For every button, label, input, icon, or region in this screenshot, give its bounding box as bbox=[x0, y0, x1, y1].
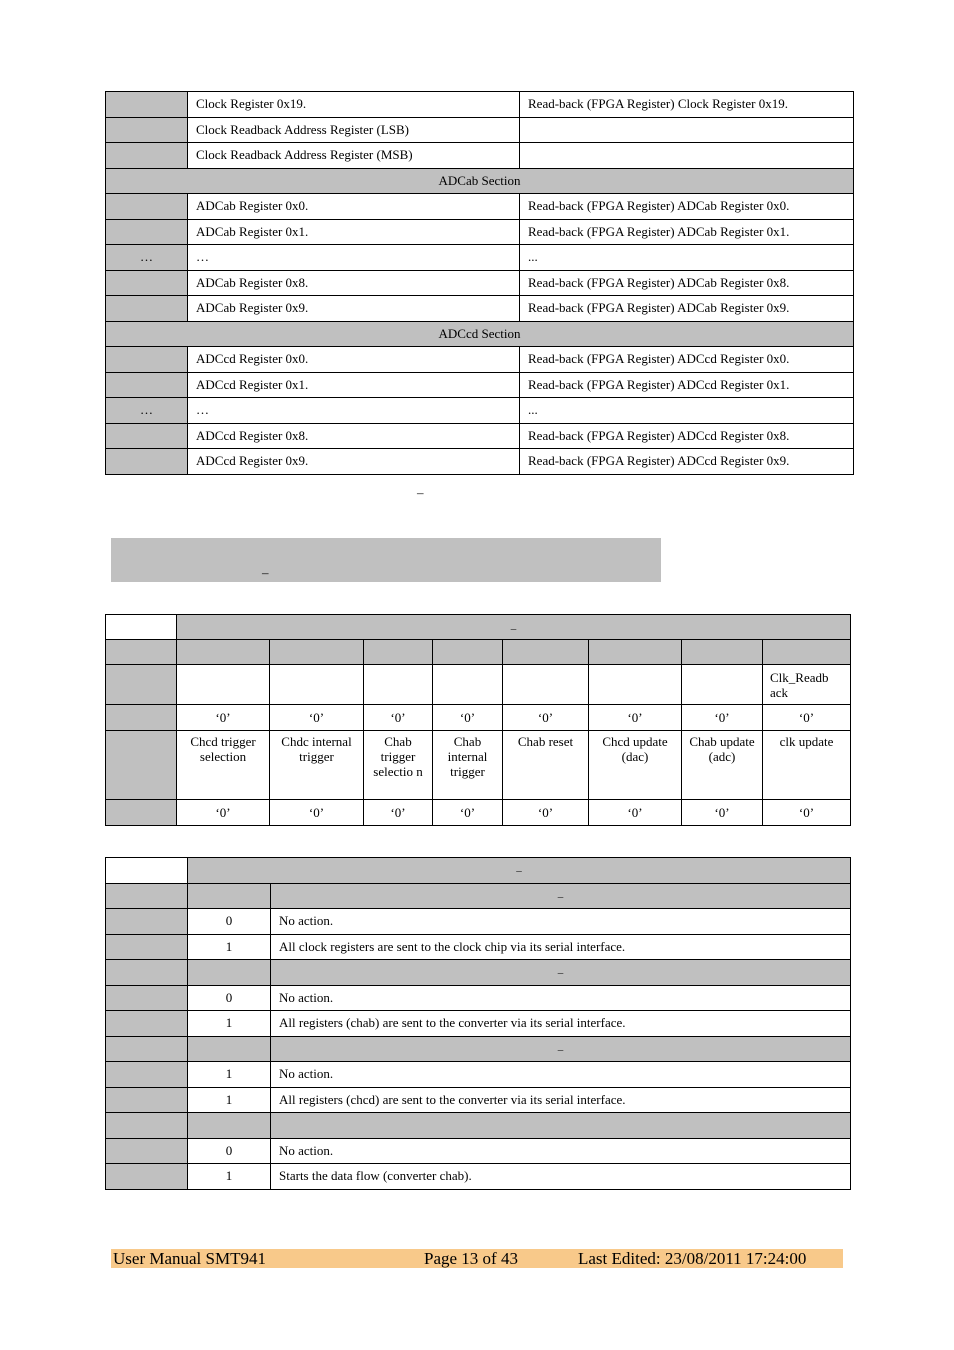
table-row bbox=[106, 1011, 851, 1037]
register-readback-cell: Read-back (FPGA Register) ADCab Register 0x0. bbox=[520, 194, 854, 220]
table-row bbox=[106, 449, 854, 475]
register-description-cell: … bbox=[188, 245, 520, 271]
setting-label-cell bbox=[188, 883, 271, 909]
section-title-adcab: ADCab Section bbox=[106, 168, 854, 194]
setting-description-cell: All registers (chab) are sent to the converter via its serial interface. bbox=[271, 1011, 851, 1037]
header-corner-cell bbox=[106, 615, 177, 640]
group-header-row bbox=[106, 1113, 851, 1139]
row-label-cell bbox=[106, 640, 177, 665]
bit-name-cell: Chab update (adc) bbox=[682, 731, 763, 800]
register-index-cell bbox=[106, 347, 188, 373]
table-row bbox=[106, 372, 854, 398]
table-row bbox=[106, 1138, 851, 1164]
group-title-cell bbox=[271, 883, 851, 909]
group-title-text: – bbox=[557, 967, 564, 980]
default-value-cell: ‘0’ bbox=[364, 800, 433, 826]
table-row bbox=[106, 270, 854, 296]
bit-name-cell: Chab internal trigger bbox=[433, 731, 503, 800]
default-value-cell: ‘0’ bbox=[682, 800, 763, 826]
section-title-adccd: ADCcd Section bbox=[106, 321, 854, 347]
group-header-row bbox=[106, 960, 851, 986]
table-row bbox=[106, 934, 851, 960]
bit-label-cell bbox=[106, 934, 188, 960]
table-row bbox=[106, 858, 851, 884]
register-index-cell bbox=[106, 194, 188, 220]
bit-name-cell bbox=[177, 665, 270, 705]
header-corner-cell bbox=[106, 858, 188, 884]
default-value-cell: ‘0’ bbox=[503, 705, 589, 731]
bit-name-cell: Chcd trigger selection bbox=[177, 731, 270, 800]
bit-number-cell bbox=[503, 640, 589, 665]
group-header-row bbox=[106, 883, 851, 909]
bit-description-table bbox=[105, 857, 851, 1190]
register-description-cell: ADCcd Register 0x9. bbox=[188, 449, 520, 475]
bit-name-cell: Chcd update (dac) bbox=[589, 731, 682, 800]
default-value-cell: ‘0’ bbox=[177, 705, 270, 731]
table-row bbox=[106, 909, 851, 935]
setting-value-cell: 1 bbox=[188, 1087, 271, 1113]
register-index-cell bbox=[106, 423, 188, 449]
table-row bbox=[106, 398, 854, 424]
table-row bbox=[106, 245, 854, 271]
bit-name-cell: Chab reset bbox=[503, 731, 589, 800]
bit-name-cell bbox=[682, 665, 763, 705]
register-readback-cell: Read-back (FPGA Register) ADCab Register 0x1. bbox=[520, 219, 854, 245]
setting-value-cell: 1 bbox=[188, 1011, 271, 1037]
footer-page-number: Page 13 of 43 bbox=[424, 1249, 518, 1268]
section-header-row bbox=[106, 321, 854, 347]
bit-label-cell bbox=[106, 1138, 188, 1164]
register-readback-cell bbox=[520, 117, 854, 143]
register-index-cell bbox=[106, 270, 188, 296]
register-readback-cell: Read-back (FPGA Register) ADCab Register 0x9. bbox=[520, 296, 854, 322]
section-header-row bbox=[106, 168, 854, 194]
bit-label-cell bbox=[106, 1036, 188, 1062]
bit-number-cell bbox=[177, 640, 270, 665]
group-title-cell bbox=[271, 1113, 851, 1139]
register-index-cell bbox=[106, 372, 188, 398]
default-value-cell: ‘0’ bbox=[270, 800, 364, 826]
table-row bbox=[106, 1164, 851, 1190]
table-row bbox=[106, 92, 854, 118]
default-value-cell: ‘0’ bbox=[270, 705, 364, 731]
row-label-cell bbox=[106, 731, 177, 800]
section-heading-text: – bbox=[262, 565, 269, 580]
group-title-cell bbox=[271, 1036, 851, 1062]
register-title-cell bbox=[188, 858, 851, 884]
bit-number-cell bbox=[270, 640, 364, 665]
default-value-cell: ‘0’ bbox=[433, 705, 503, 731]
table-row bbox=[106, 1062, 851, 1088]
register-index-cell bbox=[106, 219, 188, 245]
table-row bbox=[106, 800, 851, 826]
register-index-cell bbox=[106, 296, 188, 322]
bit-label-cell bbox=[106, 1062, 188, 1088]
setting-value-cell: 1 bbox=[188, 1164, 271, 1190]
table-row bbox=[106, 117, 854, 143]
register-description-cell: ADCcd Register 0x8. bbox=[188, 423, 520, 449]
register-description-cell: ADCcd Register 0x0. bbox=[188, 347, 520, 373]
footer-document-title: User Manual SMT941 bbox=[113, 1249, 266, 1268]
bit-number-cell bbox=[763, 640, 851, 665]
bit-name-cell bbox=[503, 665, 589, 705]
table-row bbox=[106, 219, 854, 245]
register-readback-cell: ... bbox=[520, 245, 854, 271]
row-label-cell bbox=[106, 800, 177, 826]
table-row bbox=[106, 296, 854, 322]
table-row bbox=[106, 985, 851, 1011]
register-readback-cell bbox=[520, 143, 854, 169]
register-title-cell bbox=[177, 615, 851, 640]
table-row bbox=[106, 615, 851, 640]
register-description-cell: ADCab Register 0x8. bbox=[188, 270, 520, 296]
bit-label-cell bbox=[106, 883, 188, 909]
setting-description-cell: Starts the data flow (converter chab). bbox=[271, 1164, 851, 1190]
footer-last-edited: Last Edited: 23/08/2011 17:24:00 bbox=[578, 1249, 807, 1268]
setting-label-cell bbox=[188, 1036, 271, 1062]
bit-name-cell: Chab trigger selectio n bbox=[364, 731, 433, 800]
register-readback-cell: Read-back (FPGA Register) Clock Register 0x19. bbox=[520, 92, 854, 118]
register-index-cell bbox=[106, 92, 188, 118]
register-readback-cell: Read-back (FPGA Register) ADCcd Register 0x1. bbox=[520, 372, 854, 398]
setting-description-cell: All registers (chcd) are sent to the converter via its serial interface. bbox=[271, 1087, 851, 1113]
bit-name-cell: clk update bbox=[763, 731, 851, 800]
setting-value-cell: 0 bbox=[188, 1138, 271, 1164]
row-label-cell bbox=[106, 665, 177, 705]
default-value-cell: ‘0’ bbox=[589, 800, 682, 826]
register-description-cell: ADCab Register 0x1. bbox=[188, 219, 520, 245]
bit-label-cell bbox=[106, 1113, 188, 1139]
default-value-cell: ‘0’ bbox=[763, 705, 851, 731]
bit-label-cell bbox=[106, 1164, 188, 1190]
default-value-cell: ‘0’ bbox=[763, 800, 851, 826]
register-readback-cell: Read-back (FPGA Register) ADCcd Register 0x9. bbox=[520, 449, 854, 475]
table-row bbox=[106, 423, 854, 449]
register-readback-cell: Read-back (FPGA Register) ADCcd Register 0x8. bbox=[520, 423, 854, 449]
setting-value-cell: 0 bbox=[188, 985, 271, 1011]
bit-number-cell bbox=[589, 640, 682, 665]
register-description-cell: … bbox=[188, 398, 520, 424]
register-description-cell: ADCcd Register 0x1. bbox=[188, 372, 520, 398]
table-row bbox=[106, 640, 851, 665]
setting-description-cell: No action. bbox=[271, 1062, 851, 1088]
table-row bbox=[106, 705, 851, 731]
register-title-text: – bbox=[510, 622, 517, 635]
bit-label-cell bbox=[106, 985, 188, 1011]
setting-value-cell: 1 bbox=[188, 934, 271, 960]
table-row bbox=[106, 665, 851, 705]
register-description-cell: Clock Readback Address Register (MSB) bbox=[188, 143, 520, 169]
table-row bbox=[106, 1087, 851, 1113]
row-label-cell bbox=[106, 705, 177, 731]
table-row bbox=[106, 731, 851, 800]
bit-layout-table bbox=[105, 614, 851, 826]
default-value-cell: ‘0’ bbox=[433, 800, 503, 826]
setting-description-cell: All clock registers are sent to the clock chip via its serial interface. bbox=[271, 934, 851, 960]
bit-label-cell bbox=[106, 1011, 188, 1037]
register-index-cell bbox=[106, 117, 188, 143]
default-value-cell: ‘0’ bbox=[503, 800, 589, 826]
bit-name-cell bbox=[364, 665, 433, 705]
register-map-table bbox=[105, 91, 854, 475]
page-footer bbox=[111, 1249, 843, 1268]
group-title-text: – bbox=[557, 1043, 564, 1056]
bit-name-cell bbox=[589, 665, 682, 705]
section-heading-box bbox=[111, 538, 661, 582]
table-row bbox=[106, 347, 854, 373]
group-title-text: – bbox=[557, 890, 564, 903]
table-caption: – bbox=[417, 485, 424, 500]
register-description-cell: ADCab Register 0x9. bbox=[188, 296, 520, 322]
setting-value-cell: 1 bbox=[188, 1062, 271, 1088]
register-readback-cell: Read-back (FPGA Register) ADCcd Register 0x0. bbox=[520, 347, 854, 373]
bit-label-cell bbox=[106, 960, 188, 986]
setting-description-cell: No action. bbox=[271, 1138, 851, 1164]
bit-name-cell: Clk_Readb ack bbox=[763, 665, 851, 705]
register-index-cell: … bbox=[106, 398, 188, 424]
register-index-cell bbox=[106, 143, 188, 169]
bit-number-cell bbox=[433, 640, 503, 665]
bit-name-cell: Chdc internal trigger bbox=[270, 731, 364, 800]
table-row bbox=[106, 143, 854, 169]
register-index-cell: … bbox=[106, 245, 188, 271]
default-value-cell: ‘0’ bbox=[177, 800, 270, 826]
bit-name-cell bbox=[270, 665, 364, 705]
register-description-cell: ADCab Register 0x0. bbox=[188, 194, 520, 220]
bit-label-cell bbox=[106, 1087, 188, 1113]
setting-value-cell: 0 bbox=[188, 909, 271, 935]
bit-number-cell bbox=[364, 640, 433, 665]
bit-label-cell bbox=[106, 909, 188, 935]
register-index-cell bbox=[106, 449, 188, 475]
setting-label-cell bbox=[188, 960, 271, 986]
setting-description-cell: No action. bbox=[271, 909, 851, 935]
register-description-cell: Clock Register 0x19. bbox=[188, 92, 520, 118]
register-readback-cell: Read-back (FPGA Register) ADCab Register 0x8. bbox=[520, 270, 854, 296]
register-description-cell: Clock Readback Address Register (LSB) bbox=[188, 117, 520, 143]
table-row bbox=[106, 194, 854, 220]
bit-name-cell bbox=[433, 665, 503, 705]
register-title-text: – bbox=[516, 865, 522, 878]
default-value-cell: ‘0’ bbox=[589, 705, 682, 731]
group-header-row bbox=[106, 1036, 851, 1062]
register-readback-cell: ... bbox=[520, 398, 854, 424]
bit-number-cell bbox=[682, 640, 763, 665]
group-title-cell bbox=[271, 960, 851, 986]
default-value-cell: ‘0’ bbox=[364, 705, 433, 731]
setting-label-cell bbox=[188, 1113, 271, 1139]
setting-description-cell: No action. bbox=[271, 985, 851, 1011]
default-value-cell: ‘0’ bbox=[682, 705, 763, 731]
